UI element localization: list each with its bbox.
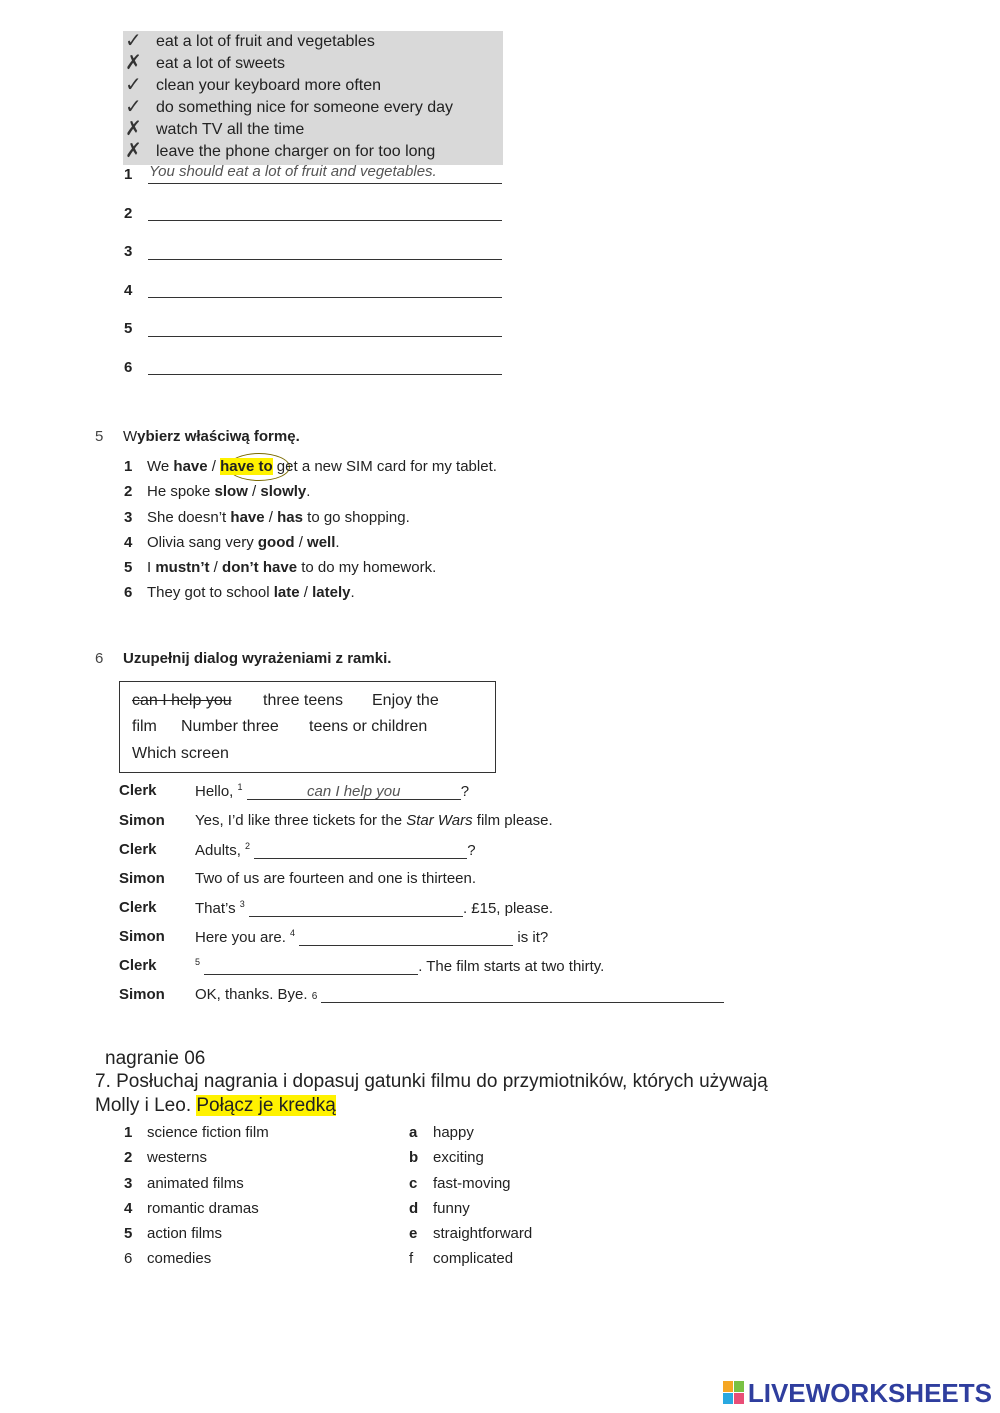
title-first-letter: W — [123, 428, 138, 445]
gap-number: 6 — [311, 991, 318, 1002]
dialog-speaker: Simon — [119, 986, 165, 1003]
item-number: 5 — [124, 559, 133, 576]
match-number: 4 — [124, 1200, 133, 1217]
film-genre[interactable]: science fiction film — [147, 1124, 269, 1141]
dialog-speaker: Simon — [119, 870, 165, 887]
match-number: 6 — [124, 1250, 133, 1267]
answer-input-5[interactable] — [148, 316, 502, 337]
word-box-item: film — [132, 718, 157, 735]
answer-number: 5 — [124, 320, 133, 337]
tick-item-text: clean your keyboard more often — [156, 77, 382, 94]
sentence-post: . — [350, 584, 355, 601]
dialog-text: film please. — [472, 812, 553, 829]
dialog-text: ? — [460, 783, 470, 800]
match-letter: a — [409, 1124, 418, 1141]
item-number: 2 — [124, 483, 133, 500]
dialog-speaker: Simon — [119, 928, 165, 945]
answer-input-3[interactable] — [148, 239, 502, 260]
recording-label: nagranie 06 — [105, 1048, 206, 1069]
separator: / — [294, 534, 308, 551]
sentence-pre: She doesn’t — [147, 509, 231, 526]
answer-text — [148, 277, 149, 294]
title-rest: ybierz właściwą formę. — [137, 428, 300, 445]
cross-icon: ✗ — [125, 138, 142, 162]
dialog-speaker: Clerk — [119, 841, 157, 858]
dialog-text: . The film starts at two thirty. — [418, 958, 605, 975]
answer-number: 1 — [124, 166, 133, 183]
film-genre[interactable]: westerns — [147, 1149, 208, 1166]
exercise-5-number: 5 — [95, 428, 104, 445]
item-number: 6 — [124, 584, 133, 601]
exercise-7-instruction: 7. Posłuchaj nagrania i dopasuj gatunki filmu do przymiotników, których używają — [95, 1071, 768, 1092]
exercise-6-title: Uzupełnij dialog wyrażeniami z ramki. — [123, 650, 392, 667]
film-genre[interactable]: romantic dramas — [147, 1200, 259, 1217]
word-box-item-used: can I help you — [132, 692, 232, 709]
gap-number: 3 — [239, 899, 245, 909]
dialog-speaker: Clerk — [119, 899, 157, 916]
option-2[interactable]: well — [307, 534, 336, 551]
dialog-text: Adults, — [195, 842, 246, 859]
match-number: 5 — [124, 1225, 133, 1242]
dialog-line-2 — [195, 812, 553, 829]
sentence-pre: We — [147, 458, 174, 475]
sentence-pre: I — [147, 559, 156, 576]
option-1[interactable]: have — [173, 458, 208, 475]
answer-input-2[interactable] — [148, 200, 502, 221]
word-box-item: Which screen — [132, 745, 229, 762]
word-box-item: Enjoy the — [372, 692, 439, 709]
separator: / — [207, 458, 221, 475]
option-1[interactable]: have — [230, 509, 265, 526]
dialog-line-5 — [195, 899, 553, 917]
dialog-line-3 — [195, 841, 476, 859]
answer-example-text: You should eat a lot of fruit and vegetables. — [149, 163, 437, 180]
sentence-post: . — [306, 483, 311, 500]
dialog-text: Hello, — [195, 783, 238, 800]
tick-row — [123, 138, 503, 163]
answer-text — [148, 316, 149, 333]
separator: / — [247, 483, 261, 500]
dialog-speaker: Clerk — [119, 782, 157, 799]
sentence-post: to go shopping. — [302, 509, 410, 526]
dialog-text: . £15, please. — [462, 900, 554, 917]
answer-input-6[interactable] — [148, 354, 502, 375]
dialog-line-8 — [195, 986, 724, 1003]
gap-number: 1 — [237, 782, 243, 792]
match-letter: b — [409, 1149, 419, 1166]
dialog-text: Yes, I’d like three tickets for the — [195, 812, 407, 829]
answer-number: 6 — [124, 359, 133, 376]
word-box-item: teens or children — [309, 718, 428, 735]
word-box-item: Number three — [181, 718, 279, 735]
highlighted-instruction: Połącz je kredką — [196, 1095, 336, 1116]
match-letter: d — [409, 1200, 419, 1217]
sentence-pre: He spoke — [147, 483, 215, 500]
gap-input-6[interactable] — [321, 986, 724, 1003]
cross-icon: ✗ — [125, 116, 142, 140]
dialog-text: That’s — [195, 900, 240, 917]
tick-row — [123, 72, 503, 97]
item-number: 4 — [124, 534, 133, 551]
tick-box — [123, 28, 503, 165]
choice-sentence-5 — [147, 559, 436, 576]
gap-input-1[interactable]: can I help you — [247, 783, 461, 800]
film-genre[interactable]: action films — [147, 1225, 223, 1242]
match-letter: c — [409, 1175, 418, 1192]
choice-sentence-6 — [147, 584, 355, 601]
tick-item-text: watch TV all the time — [156, 121, 305, 138]
instruction-text: Molly i Leo. — [95, 1095, 197, 1116]
item-number: 1 — [124, 458, 133, 475]
option-1[interactable]: late — [273, 584, 300, 601]
dialog-line-6 — [195, 928, 548, 946]
check-icon: ✓ — [125, 28, 142, 52]
separator: / — [299, 584, 313, 601]
item-number: 3 — [124, 509, 133, 526]
dialog-text: is it? — [513, 929, 549, 946]
option-2[interactable]: slowly — [260, 483, 307, 500]
option-1[interactable]: good — [257, 534, 295, 551]
answer-text — [148, 354, 149, 371]
choice-sentence-4 — [147, 534, 340, 551]
option-2[interactable]: don’t have — [222, 559, 298, 576]
dialog-line-1 — [195, 782, 469, 800]
match-number: 1 — [124, 1124, 133, 1141]
exercise-7-instruction-cont — [95, 1095, 336, 1117]
gap-number: 2 — [245, 841, 251, 851]
film-genre[interactable]: comedies — [147, 1250, 212, 1267]
answer-text — [148, 239, 149, 256]
film-title: Star Wars — [406, 812, 473, 829]
adjective[interactable]: happy — [433, 1124, 474, 1141]
option-1[interactable]: mustn’t — [155, 559, 210, 576]
sentence-pre: They got to school — [147, 584, 274, 601]
sentence-pre: Olivia sang very — [147, 534, 258, 551]
match-letter: f — [409, 1250, 414, 1267]
sentence-post: to do my homework. — [297, 559, 437, 576]
adjective[interactable]: straightforward — [433, 1225, 533, 1242]
match-letter: e — [409, 1225, 418, 1242]
dialog-line-7 — [195, 957, 604, 975]
answer-number: 3 — [124, 243, 133, 260]
answer-number: 2 — [124, 205, 133, 222]
adjective[interactable]: exciting — [433, 1149, 484, 1166]
dialog-line-4: Two of us are fourteen and one is thirteen. — [195, 870, 477, 887]
answer-number: 4 — [124, 282, 133, 299]
answer-input-1[interactable] — [148, 163, 502, 184]
dialog-text: OK, thanks. Bye. — [195, 986, 312, 1003]
separator: / — [264, 509, 278, 526]
gap-input-5[interactable] — [204, 958, 418, 975]
option-2[interactable]: lately — [312, 584, 351, 601]
dialog-text: Here you are. — [195, 929, 291, 946]
gap-input-4[interactable] — [299, 929, 513, 946]
liveworksheets-logo-icon — [723, 1381, 745, 1405]
answer-text — [148, 200, 149, 217]
check-icon: ✓ — [125, 94, 142, 118]
choice-sentence-2 — [147, 483, 310, 500]
sentence-post: get a new SIM card for my tablet. — [272, 458, 497, 475]
adjective[interactable]: funny — [433, 1200, 470, 1217]
gap-number: 4 — [290, 928, 296, 938]
exercise-5-title — [123, 428, 300, 446]
tick-item-text: do something nice for someone every day — [156, 99, 454, 116]
option-2[interactable]: has — [277, 509, 303, 526]
tick-row — [123, 94, 503, 119]
sentence-post: . — [335, 534, 340, 551]
word-box-item: three teens — [263, 692, 344, 709]
adjective[interactable]: fast-moving — [433, 1175, 511, 1192]
tick-row — [123, 50, 503, 75]
tick-item-text: eat a lot of sweets — [156, 55, 285, 72]
match-number: 3 — [124, 1175, 133, 1192]
exercise-6-number: 6 — [95, 650, 104, 667]
adjective[interactable]: complicated — [433, 1250, 514, 1267]
tick-item-text: eat a lot of fruit and vegetables — [156, 33, 375, 50]
option-2-selected[interactable]: have to — [220, 458, 273, 475]
dialog-text: ? — [467, 842, 476, 859]
option-1[interactable]: slow — [214, 483, 248, 500]
choice-sentence-3 — [147, 509, 410, 526]
dialog-speaker: Simon — [119, 812, 165, 829]
separator: / — [209, 559, 223, 576]
tick-item-text: leave the phone charger on for too long — [156, 143, 436, 160]
answer-input-4[interactable] — [148, 277, 502, 298]
tick-row — [123, 28, 503, 53]
word-box — [119, 681, 496, 773]
gap-input-3[interactable] — [249, 900, 463, 917]
film-genre[interactable]: animated films — [147, 1175, 244, 1192]
dialog-speaker: Clerk — [119, 957, 157, 974]
liveworksheets-logo[interactable] — [723, 1378, 992, 1409]
choice-sentence-1 — [147, 458, 497, 475]
check-icon: ✓ — [125, 72, 142, 96]
gap-input-2[interactable] — [254, 842, 467, 859]
gap-number: 5 — [195, 957, 201, 967]
tick-row — [123, 116, 503, 141]
logo-text: LIVEWORKSHEETS — [747, 1378, 992, 1408]
cross-icon: ✗ — [125, 50, 142, 74]
match-number: 2 — [124, 1149, 133, 1166]
